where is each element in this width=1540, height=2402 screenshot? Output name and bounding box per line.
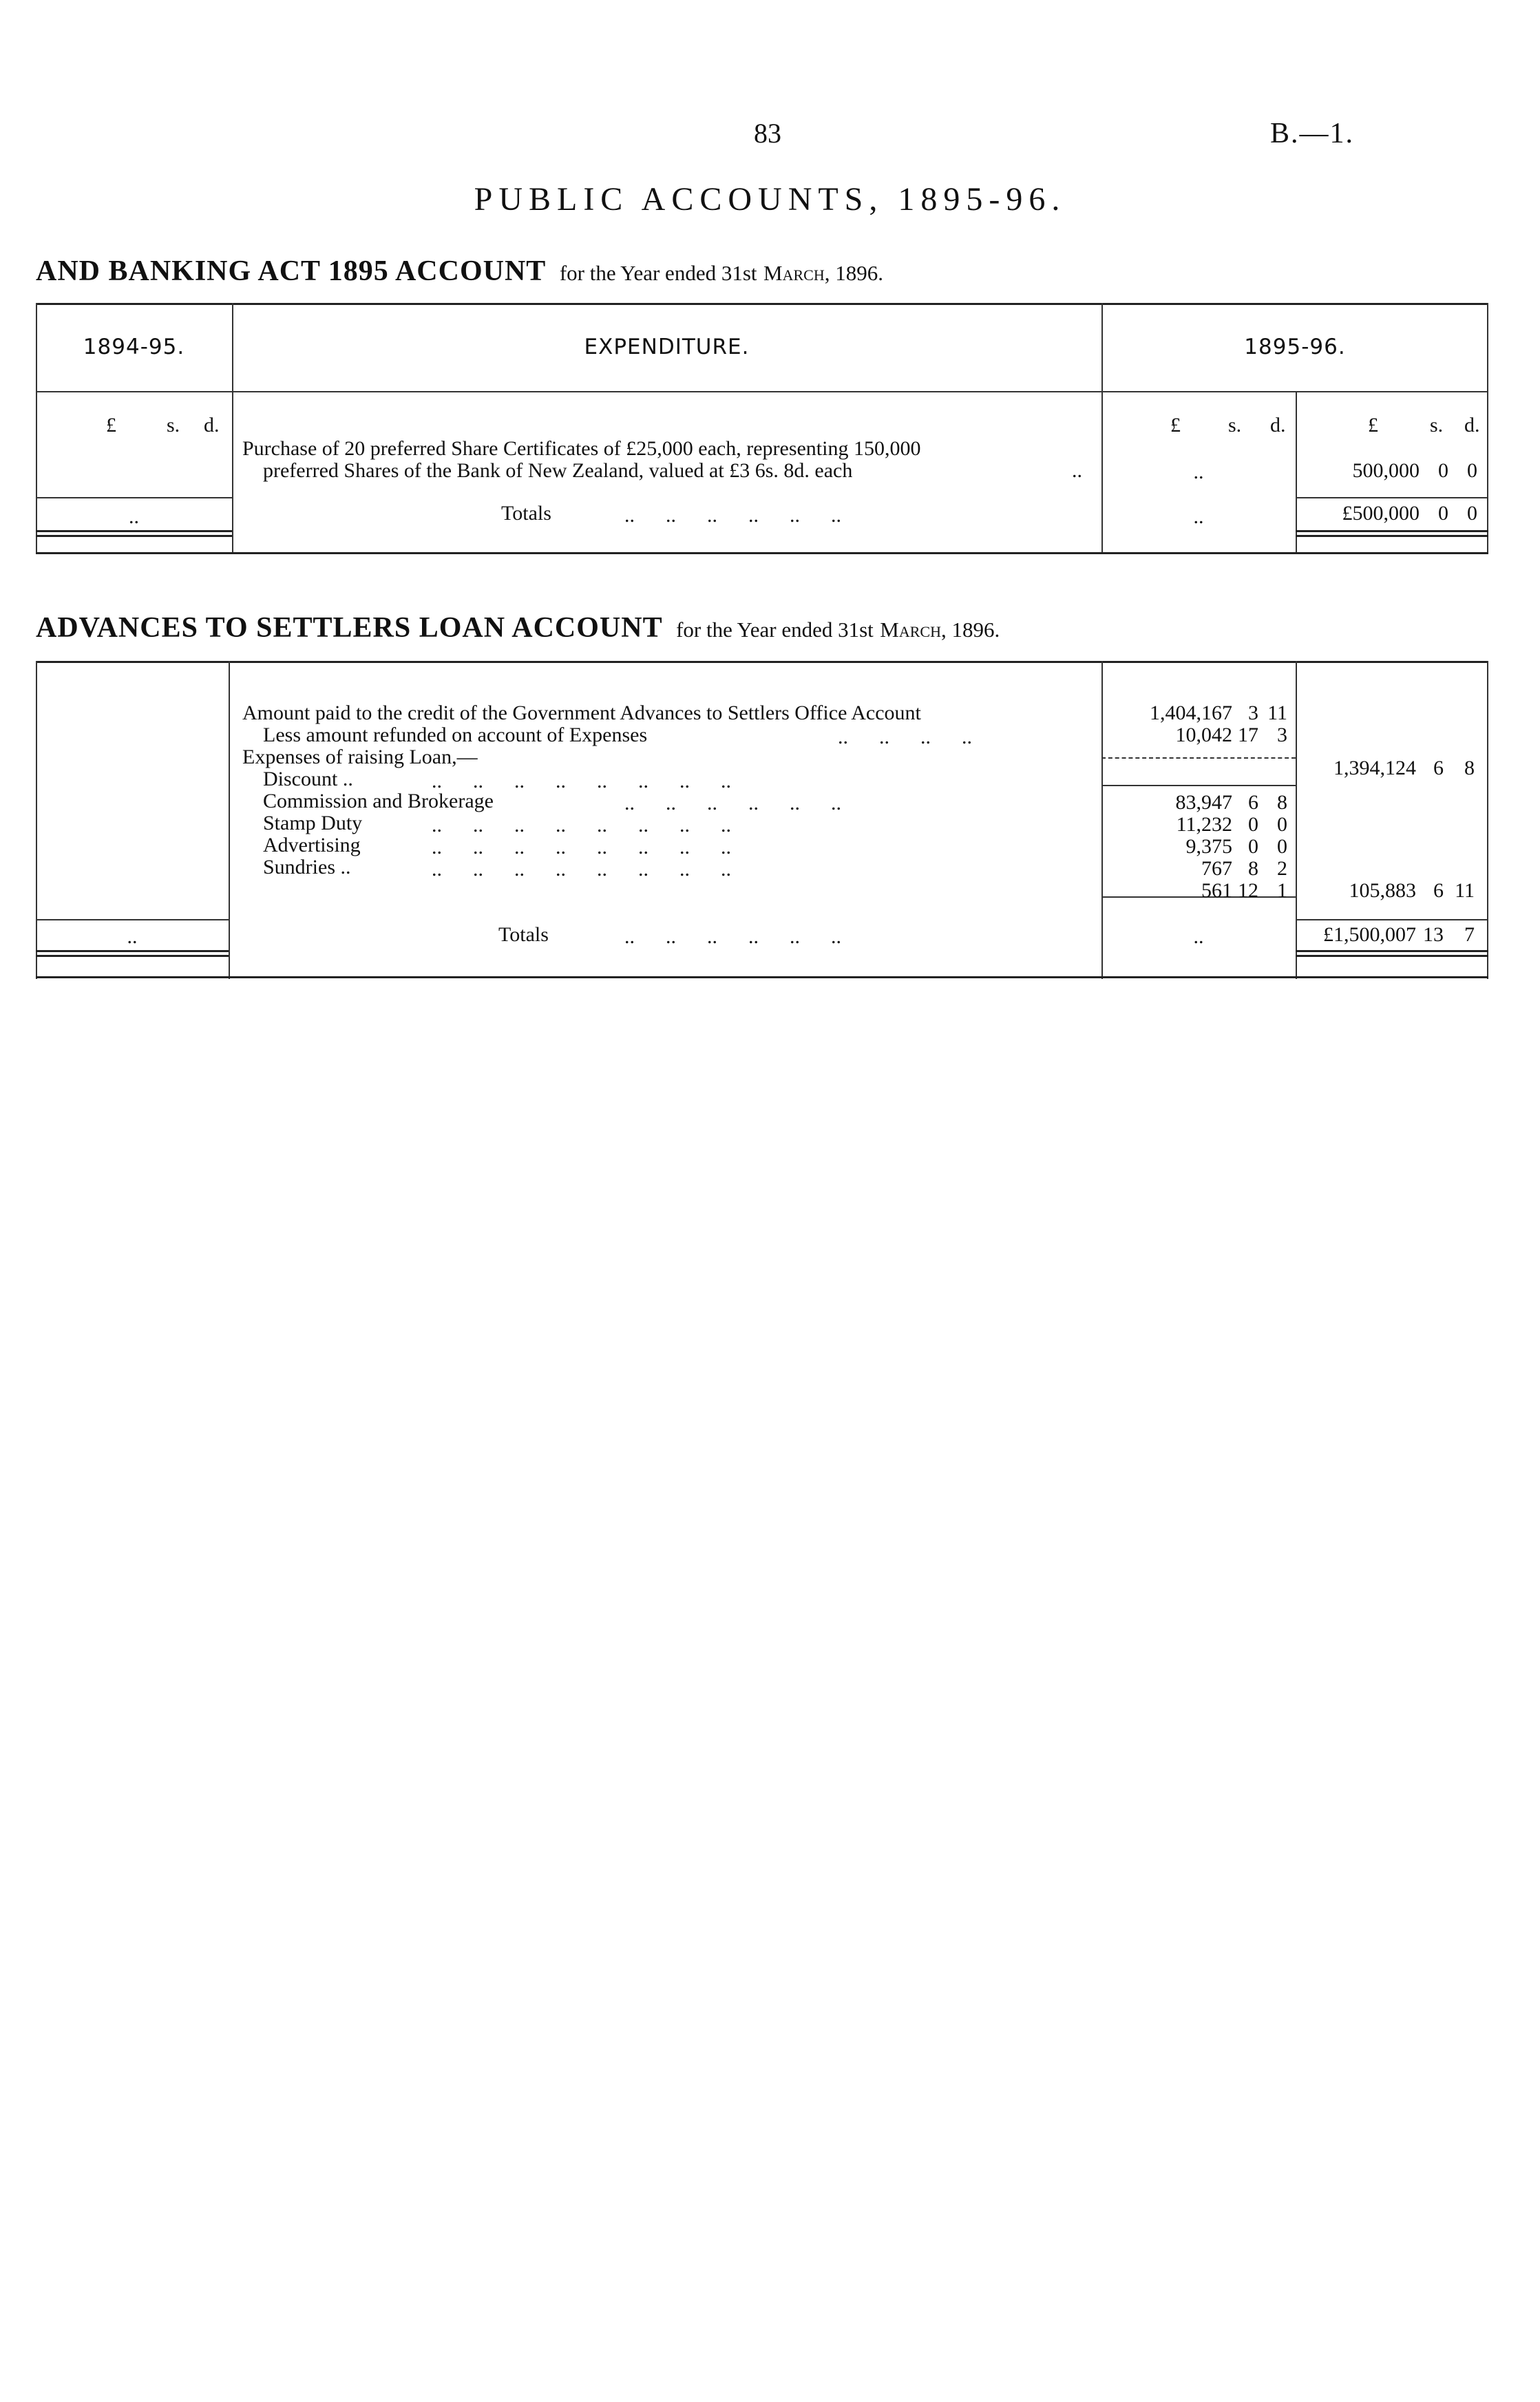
expense-pounds: 767 — [1201, 857, 1232, 880]
section2-title: ADVANCES TO SETTLERS LOAN ACCOUNT — [36, 612, 663, 644]
unit-pence: d. — [204, 414, 220, 436]
expense-label: Sundries .. — [263, 856, 351, 878]
unit-pound: £ — [1368, 414, 1378, 436]
totals-amount-pence: 7 — [1464, 923, 1475, 946]
page-number: 83 — [754, 118, 781, 149]
section1-subtitle-month: March — [763, 261, 825, 285]
col-expenditure: EXPENDITURE. — [584, 335, 750, 359]
expense-shillings: 6 — [1248, 791, 1258, 814]
expense-shillings: 8 — [1248, 857, 1258, 880]
totals-prev-year: .. — [129, 505, 139, 528]
expense-dots: .. .. .. .. .. .. .. .. — [432, 814, 731, 836]
row-leader-dots: .. — [1072, 459, 1082, 482]
totals-amount-pounds: £1,500,007 — [1323, 923, 1416, 946]
expense-pounds: 561 — [1201, 879, 1232, 902]
totals-amount-pence: 0 — [1467, 502, 1477, 525]
expense-pence: 1 — [1277, 879, 1287, 902]
document-reference: B.—1. — [1270, 118, 1355, 149]
amount-paid-shillings: 3 — [1248, 702, 1258, 724]
net-amount-shillings: 6 — [1433, 757, 1444, 779]
unit-pence: d. — [1464, 414, 1480, 436]
net-amount-pounds: 1,394,124 — [1333, 757, 1416, 779]
section1-subtitle-prefix: for the Year ended 31st — [559, 261, 757, 285]
totals-dots: .. .. .. .. .. .. — [624, 504, 841, 527]
totals-label: Totals — [501, 502, 551, 525]
section2-subtitle-month: March — [880, 618, 941, 642]
unit-shilling: s. — [1430, 414, 1444, 436]
section2-heading — [36, 611, 1000, 644]
amount-paid-pence: 11 — [1267, 702, 1287, 724]
totals-amount-shillings: 13 — [1423, 923, 1444, 946]
totals-sub: .. — [1193, 925, 1204, 948]
row-description-line1: Purchase of 20 preferred Share Certificates of £25,000 each, representing 150,000 — [242, 437, 921, 460]
section2-table — [36, 661, 1488, 979]
section1-subtitle-year: , 1896. — [824, 261, 883, 285]
expense-label: Advertising — [263, 834, 361, 856]
expenses-total-pounds: 105,883 — [1349, 879, 1416, 902]
net-amount-pence: 8 — [1464, 757, 1475, 779]
unit-pound: £ — [106, 414, 116, 436]
section2-subtitle-prefix: for the Year ended 31st — [676, 618, 874, 642]
expense-dots: .. .. .. .. .. .. .. .. — [432, 858, 731, 881]
expense-pence: 0 — [1277, 835, 1287, 858]
totals-sub: .. — [1193, 505, 1204, 528]
section2-subtitle-year: , 1896. — [940, 618, 1000, 642]
expense-label: Commission and Brokerage — [263, 790, 494, 812]
amount-paid-pounds: 1,404,167 — [1150, 702, 1232, 724]
totals-amount-pounds: £500,000 — [1342, 502, 1420, 525]
expense-pounds: 83,947 — [1175, 791, 1232, 814]
expense-shillings: 0 — [1248, 835, 1258, 858]
less-refunded-dots: .. .. .. .. — [838, 726, 972, 748]
expense-dots: .. .. .. .. .. .. — [624, 792, 841, 814]
expenses-heading: Expenses of raising Loan,— — [242, 746, 478, 768]
expenses-total-shillings: 6 — [1433, 879, 1444, 902]
row-amount-shillings: 0 — [1438, 459, 1448, 482]
expense-pounds: 11,232 — [1176, 813, 1232, 836]
unit-shilling: s. — [1228, 414, 1242, 436]
less-refunded-pence: 3 — [1277, 724, 1287, 746]
col-curr-year: 1895-96. — [1244, 335, 1346, 359]
row-amount-pence: 0 — [1467, 459, 1477, 482]
expense-dots: .. .. .. .. .. .. .. .. — [432, 836, 731, 858]
expense-pence: 2 — [1277, 857, 1287, 880]
expense-pence: 0 — [1277, 813, 1287, 836]
totals-prev-year: .. — [127, 925, 138, 948]
expense-dots: .. .. .. .. .. .. .. .. — [432, 770, 731, 792]
expense-pence: 8 — [1277, 791, 1287, 814]
totals-label: Totals — [498, 923, 549, 946]
amount-paid-label: Amount paid to the credit of the Government Advances to Settlers Office Account — [242, 702, 921, 724]
expense-shillings: 0 — [1248, 813, 1258, 836]
less-refunded-shillings: 17 — [1238, 724, 1258, 746]
expenses-total-pence: 11 — [1455, 879, 1475, 902]
row-description-line2: preferred Shares of the Bank of New Zealand, valued at £3 6s. 8d. each — [263, 459, 853, 482]
totals-amount-shillings: 0 — [1438, 502, 1448, 525]
section1-heading — [36, 255, 883, 288]
less-refunded-pounds: 10,042 — [1175, 724, 1232, 746]
less-refunded-label: Less amount refunded on account of Expenses — [263, 724, 648, 746]
row-sub-amount: .. — [1193, 461, 1204, 483]
expense-shillings: 12 — [1238, 879, 1258, 902]
section1-title: AND BANKING ACT 1895 ACCOUNT — [36, 255, 547, 287]
expense-label: Stamp Duty — [263, 812, 363, 834]
col-prev-year: 1894-95. — [83, 335, 185, 359]
expense-label: Discount .. — [263, 768, 353, 790]
row-amount-pounds: 500,000 — [1352, 459, 1420, 482]
page-title: PUBLIC ACCOUNTS, 1895-96. — [474, 181, 1066, 218]
unit-shilling: s. — [167, 414, 180, 436]
section1-table — [36, 303, 1488, 554]
totals-dots: .. .. .. .. .. .. — [624, 925, 841, 948]
expense-pounds: 9,375 — [1185, 835, 1232, 858]
unit-pound: £ — [1170, 414, 1181, 436]
unit-pence: d. — [1270, 414, 1286, 436]
